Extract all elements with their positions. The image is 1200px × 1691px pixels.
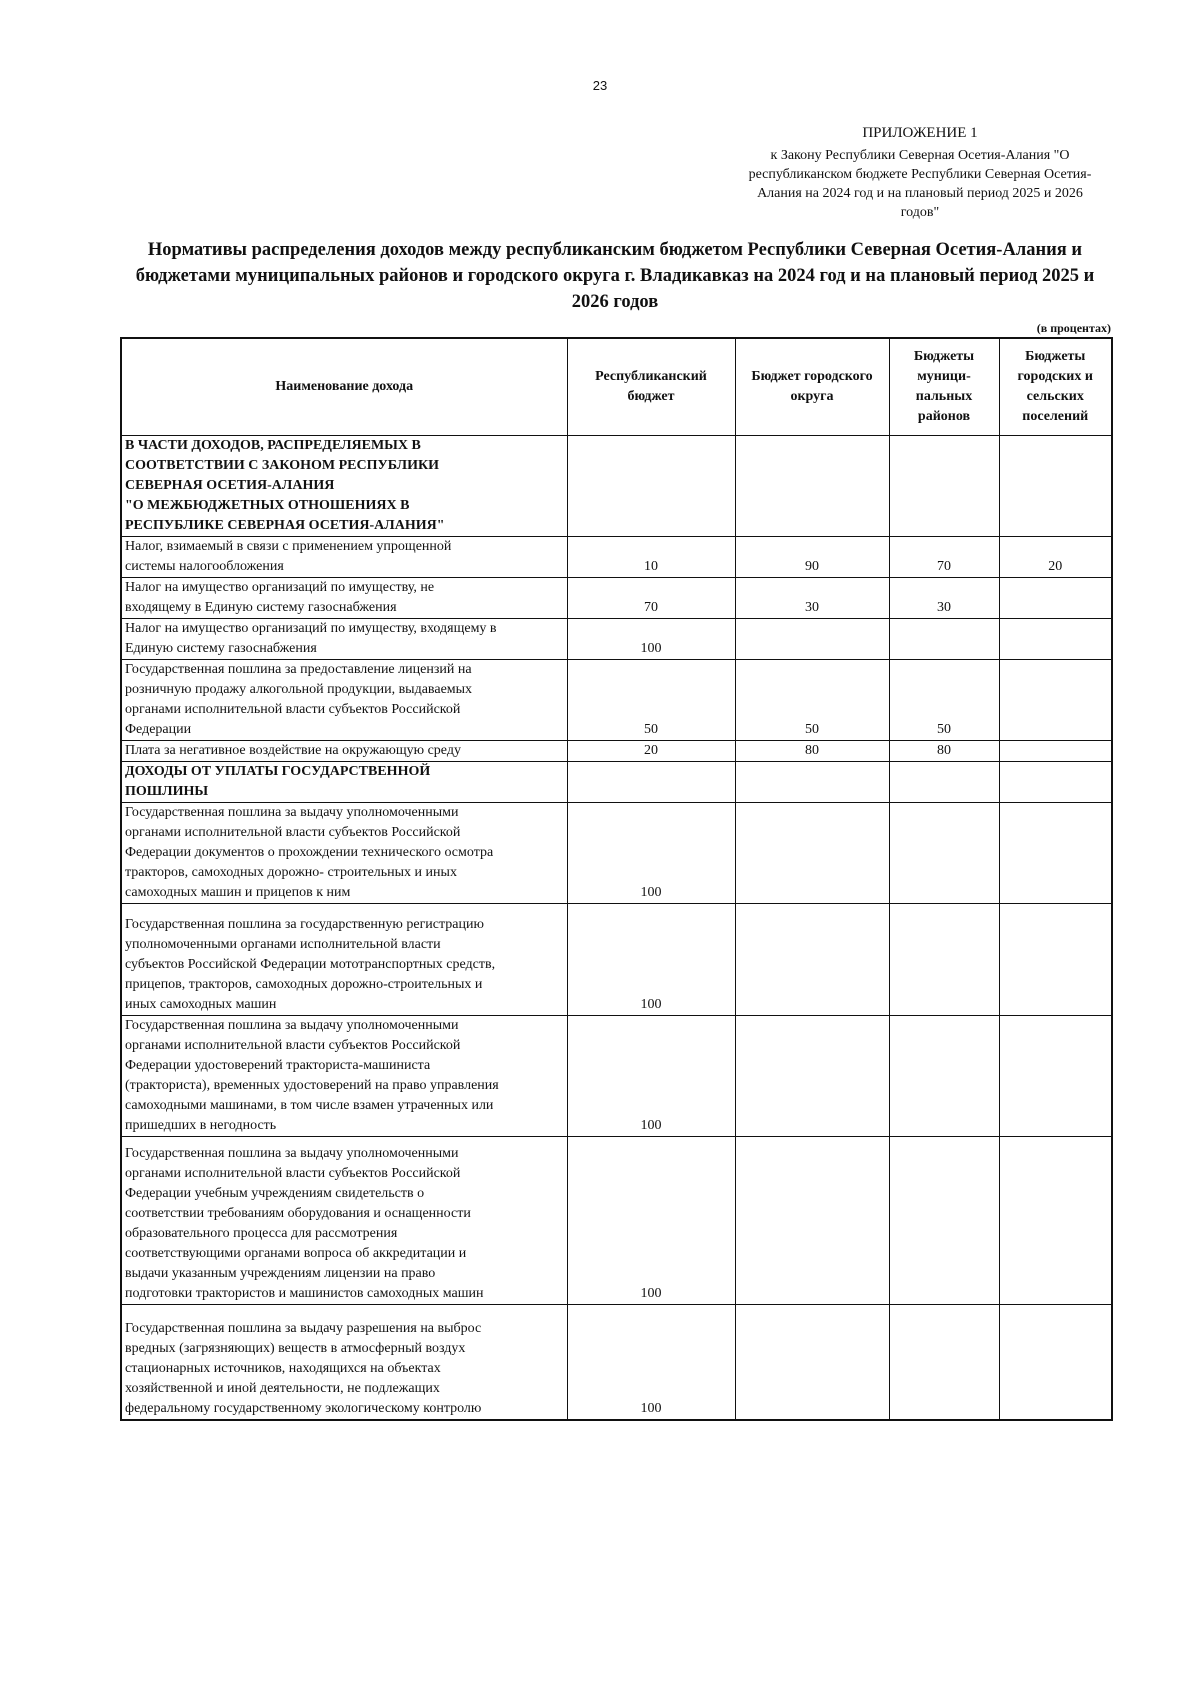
cell-republican-budget: 20 [567,740,735,761]
income-name-line: органами исполнительной власти субъектов Российской [125,1165,461,1181]
income-name-line: подготовки трактористов и машинистов самоходных машин [125,1285,484,1301]
income-name [121,1015,567,1136]
income-name-line: В ЧАСТИ ДОХОДОВ, РАСПРЕДЕЛЯЕМЫХ В [125,437,421,453]
header-text-line: районов [917,408,971,424]
cell-city-district-budget [735,1136,889,1304]
cell-settlements [999,577,1112,618]
income-name [121,618,567,659]
income-name-line: Государственная пошлина за государственную регистрацию [125,916,484,932]
income-name-line: образовательного процесса для рассмотрения [125,1225,398,1241]
table-body [121,435,1112,1420]
cell-settlements [999,903,1112,1015]
header-text-line: муници- [917,368,971,384]
table-row [121,740,1112,761]
income-name-line: Федерации учебным учреждениям свидетельств о [125,1185,425,1201]
header-republican-budget [567,338,735,435]
cell-municipal-districts [889,618,999,659]
cell-municipal-districts [889,761,999,802]
cell-municipal-districts [889,1015,999,1136]
income-name [121,536,567,577]
header-text-line: бюджет [627,388,675,404]
section-row [121,761,1112,802]
cell-republican-budget: 100 [567,1015,735,1136]
header-text-line: поселений [1022,408,1089,424]
header-text-line: пальных [915,388,973,404]
table-row [121,1136,1112,1304]
header-text-line: Республиканский [595,368,707,384]
table-row [121,618,1112,659]
income-name-line: самоходных машин и прицепов к ним [125,884,351,900]
section-row [121,435,1112,536]
header-text-line: Бюджеты [1025,348,1086,364]
income-name [121,903,567,1015]
section-title [121,435,567,536]
title-line: Нормативы распределения доходов между республиканским бюджетом Республики Северная Осетия-Алания и [147,240,1083,260]
income-name-line: прицепов, тракторов, самоходных дорожно-строительных и [125,976,483,992]
units-note: (в процентах) [1036,321,1111,335]
appendix-heading: ПРИЛОЖЕНИЕ 1 [862,125,978,141]
table-row [121,536,1112,577]
cell-settlements [999,1304,1112,1420]
income-name-line: Налог на имущество организаций по имуществу, не [125,579,435,595]
cell-municipal-districts: 30 [889,577,999,618]
cell-republican-budget: 100 [567,618,735,659]
income-name-line: системы налогообложения [125,558,284,574]
income-name-line: СООТВЕТСТВИИ С ЗАКОНОМ РЕСПУБЛИКИ [125,457,440,473]
table-row [121,659,1112,740]
income-name-line: Государственная пошлина за выдачу уполномоченными [125,804,459,820]
cell-republican-budget: 10 [567,536,735,577]
income-name-line: "О МЕЖБЮДЖЕТНЫХ ОТНОШЕНИЯХ В [125,497,410,513]
appendix-block [720,124,1120,222]
income-name-line: самоходными машинами, в том числе взамен утраченных или [125,1097,494,1113]
income-name-line: соответствии требованиям оборудования и оснащенности [125,1205,471,1221]
income-name-line: федеральному государственному экологическому контролю [125,1401,482,1416]
table-row [121,802,1112,903]
cell-city-district-budget [735,1015,889,1136]
cell-republican-budget [567,761,735,802]
income-name [121,802,567,903]
title-line: 2026 годов [571,292,659,312]
cell-republican-budget: 100 [567,1136,735,1304]
income-name-line: пришедших в негодность [125,1117,277,1133]
table-row [121,1304,1112,1420]
header-municipal-districts-budgets [889,338,999,435]
cell-republican-budget: 100 [567,802,735,903]
income-name-line: соответствующими органами вопроса об аккредитации и [125,1245,467,1261]
income-name-line: Налог на имущество организаций по имуществу, входящему в [125,620,497,636]
income-name-line: выдачи указанным учреждениям лицензии на право [125,1265,436,1281]
income-name [121,659,567,740]
income-name-line: хозяйственной и иной деятельности, не подлежащих [125,1381,440,1396]
income-name-line: входящему в Единую систему газоснабжения [125,599,397,615]
cell-municipal-districts: 80 [889,740,999,761]
income-name-line: (тракториста), временных удостоверений на право управления [125,1077,499,1093]
header-text-line: Наименование дохода [275,378,414,394]
income-name-line: Единую систему газоснабжения [125,640,317,656]
cell-city-district-budget [735,802,889,903]
income-name-line: Государственная пошлина за выдачу уполномоченными [125,1017,459,1033]
cell-settlements [999,618,1112,659]
cell-city-district-budget: 50 [735,659,889,740]
cell-republican-budget [567,435,735,536]
income-name-line: ПОШЛИНЫ [125,783,209,799]
cell-settlements [999,659,1112,740]
appendix-line: Алания на 2024 год и на плановый период 2025 и 2026 [757,186,1083,201]
cell-city-district-budget [735,435,889,536]
income-name-line: СЕВЕРНАЯ ОСЕТИЯ-АЛАНИЯ [125,477,335,493]
income-name-line: стационарных источников, находящихся на объектах [125,1361,441,1376]
cell-municipal-districts: 70 [889,536,999,577]
income-name-line: РЕСПУБЛИКЕ СЕВЕРНАЯ ОСЕТИЯ-АЛАНИЯ" [125,517,445,533]
header-text-line: Бюджеты [913,348,975,364]
section-title [121,761,567,802]
header-text-line: городских и [1017,368,1093,384]
cell-settlements [999,435,1112,536]
cell-municipal-districts [889,1304,999,1420]
cell-settlements [999,1136,1112,1304]
cell-municipal-districts [889,1136,999,1304]
cell-republican-budget: 100 [567,903,735,1015]
cell-municipal-districts: 50 [889,659,999,740]
income-name-line: тракторов, самоходных дорожно- строительных и иных [125,864,457,880]
document-title [120,237,1110,315]
table-row [121,903,1112,1015]
income-name [121,577,567,618]
table-header [121,338,1112,435]
income-name-line: Федерации документов о прохождении технического осмотра [125,844,494,860]
appendix-line: республиканском бюджете Республики Северная Осетия- [748,167,1092,182]
income-name-line: ДОХОДЫ ОТ УПЛАТЫ ГОСУДАРСТВЕННОЙ [125,763,431,779]
income-name [121,1304,567,1420]
cell-settlements [999,802,1112,903]
income-name-line: иных самоходных машин [125,996,277,1012]
header-text-line: Бюджет городского [751,368,873,384]
income-name-line: органами исполнительной власти субъектов Российской [125,1037,461,1053]
cell-city-district-budget [735,761,889,802]
cell-city-district-budget: 30 [735,577,889,618]
cell-city-district-budget [735,1304,889,1420]
income-name [121,1136,567,1304]
income-name-line: субъектов Российской Федерации мототранспортных средств, [125,956,496,972]
cell-settlements [999,1015,1112,1136]
header-city-district-budget [735,338,889,435]
income-name-line: розничную продажу алкогольной продукции, выдаваемых [125,681,473,697]
cell-city-district-budget: 80 [735,740,889,761]
cell-city-district-budget [735,903,889,1015]
income-name-line: Федерации удостоверений тракториста-машиниста [125,1057,431,1073]
cell-republican-budget: 50 [567,659,735,740]
table-row [121,1015,1112,1136]
table-row [121,577,1112,618]
cell-municipal-districts [889,802,999,903]
cell-settlements: 20 [999,536,1112,577]
income-name-line: Плата за негативное воздействие на окружающую среду [125,742,461,758]
income-name-line: вредных (загрязняющих) веществ в атмосферный воздух [125,1341,466,1356]
income-name-line: Налог, взимаемый в связи с применением упрощенной [125,538,452,554]
header-row [121,338,1112,435]
cell-republican-budget: 70 [567,577,735,618]
header-settlements-budgets [999,338,1112,435]
income-name-line: органами исполнительной власти субъектов Российской [125,824,461,840]
page-number: 23 [592,78,608,93]
income-name-line: уполномоченными органами исполнительной власти [125,936,441,952]
income-name-line: Федерации [125,721,192,737]
cell-city-district-budget: 90 [735,536,889,577]
income-name-line: Государственная пошлина за выдачу уполномоченными [125,1145,459,1161]
cell-city-district-budget [735,618,889,659]
income-name-line: Государственная пошлина за выдачу разрешения на выброс [125,1321,482,1336]
income-name-line: органами исполнительной власти субъектов Российской [125,701,461,717]
cell-republican-budget: 100 [567,1304,735,1420]
header-text-line: округа [790,388,834,404]
appendix-line: годов" [900,205,940,220]
header-text-line: сельских [1026,388,1084,404]
title-line: бюджетами муниципальных районов и городского округа г. Владикавказ на 2024 год и на плановый период 2025 и [135,266,1095,286]
income-name [121,740,567,761]
revenue-distribution-table [120,337,1113,1421]
header-income-name [121,338,567,435]
cell-municipal-districts [889,903,999,1015]
cell-municipal-districts [889,435,999,536]
appendix-line: к Закону Республики Северная Осетия-Алания "О [770,148,1070,163]
income-name-line: Государственная пошлина за предоставление лицензий на [125,661,472,677]
cell-settlements [999,740,1112,761]
cell-settlements [999,761,1112,802]
